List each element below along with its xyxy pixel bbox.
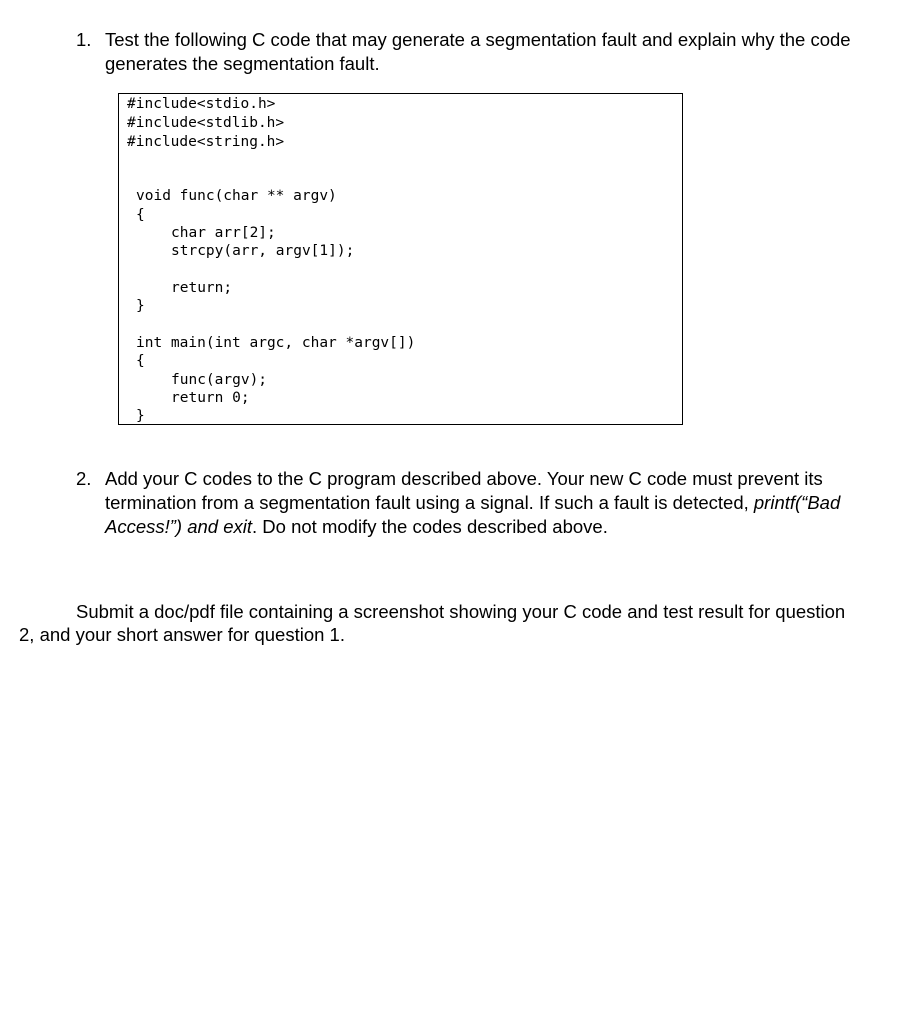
code-line: #include<stdio.h> — [127, 96, 276, 112]
code-line: #include<stdlib.h> — [127, 115, 285, 131]
question-1-text — [105, 28, 875, 76]
question-2-text-line2: termination from a segmentation fault using a signal. If such a fault is detected, — [105, 492, 754, 513]
code-line: return 0; — [171, 390, 250, 406]
code-line: void func(char ** argv) — [136, 188, 337, 204]
code-line: { — [136, 207, 145, 223]
question-2-printf-text: printf(“Bad — [753, 492, 841, 513]
submission-line1: Submit a doc/pdf file containing a screenshot showing your C code and test result for question — [76, 601, 846, 622]
question-2-access-text: Access!”) and exit — [105, 516, 253, 537]
code-block — [118, 93, 683, 425]
question-2-number: 2. — [76, 468, 92, 489]
submission-instructions — [19, 600, 879, 646]
code-line: strcpy(arr, argv[1]); — [171, 243, 355, 259]
question-2-text — [105, 467, 865, 539]
question-2-text-line1: Add your C codes to the C program described above. Your new C code must prevent its — [105, 468, 823, 489]
question-1-number: 1. — [76, 29, 92, 50]
code-line: func(argv); — [171, 372, 268, 388]
code-line: { — [136, 353, 145, 369]
code-line: #include<string.h> — [127, 134, 285, 150]
code-line: } — [136, 408, 145, 424]
question-2-text-line3: . Do not modify the codes described above. — [252, 516, 608, 537]
question-1-text-line1: Test the following C code that may generate a segmentation fault and explain why the code — [105, 29, 851, 50]
question-1-text-line2: generates the segmentation fault. — [105, 53, 380, 74]
code-line: } — [136, 298, 145, 314]
code-line: int main(int argc, char *argv[]) — [136, 335, 416, 351]
submission-line2: 2, and your short answer for question 1. — [19, 624, 345, 645]
code-line: return; — [171, 280, 233, 296]
code-line: char arr[2]; — [171, 225, 276, 241]
